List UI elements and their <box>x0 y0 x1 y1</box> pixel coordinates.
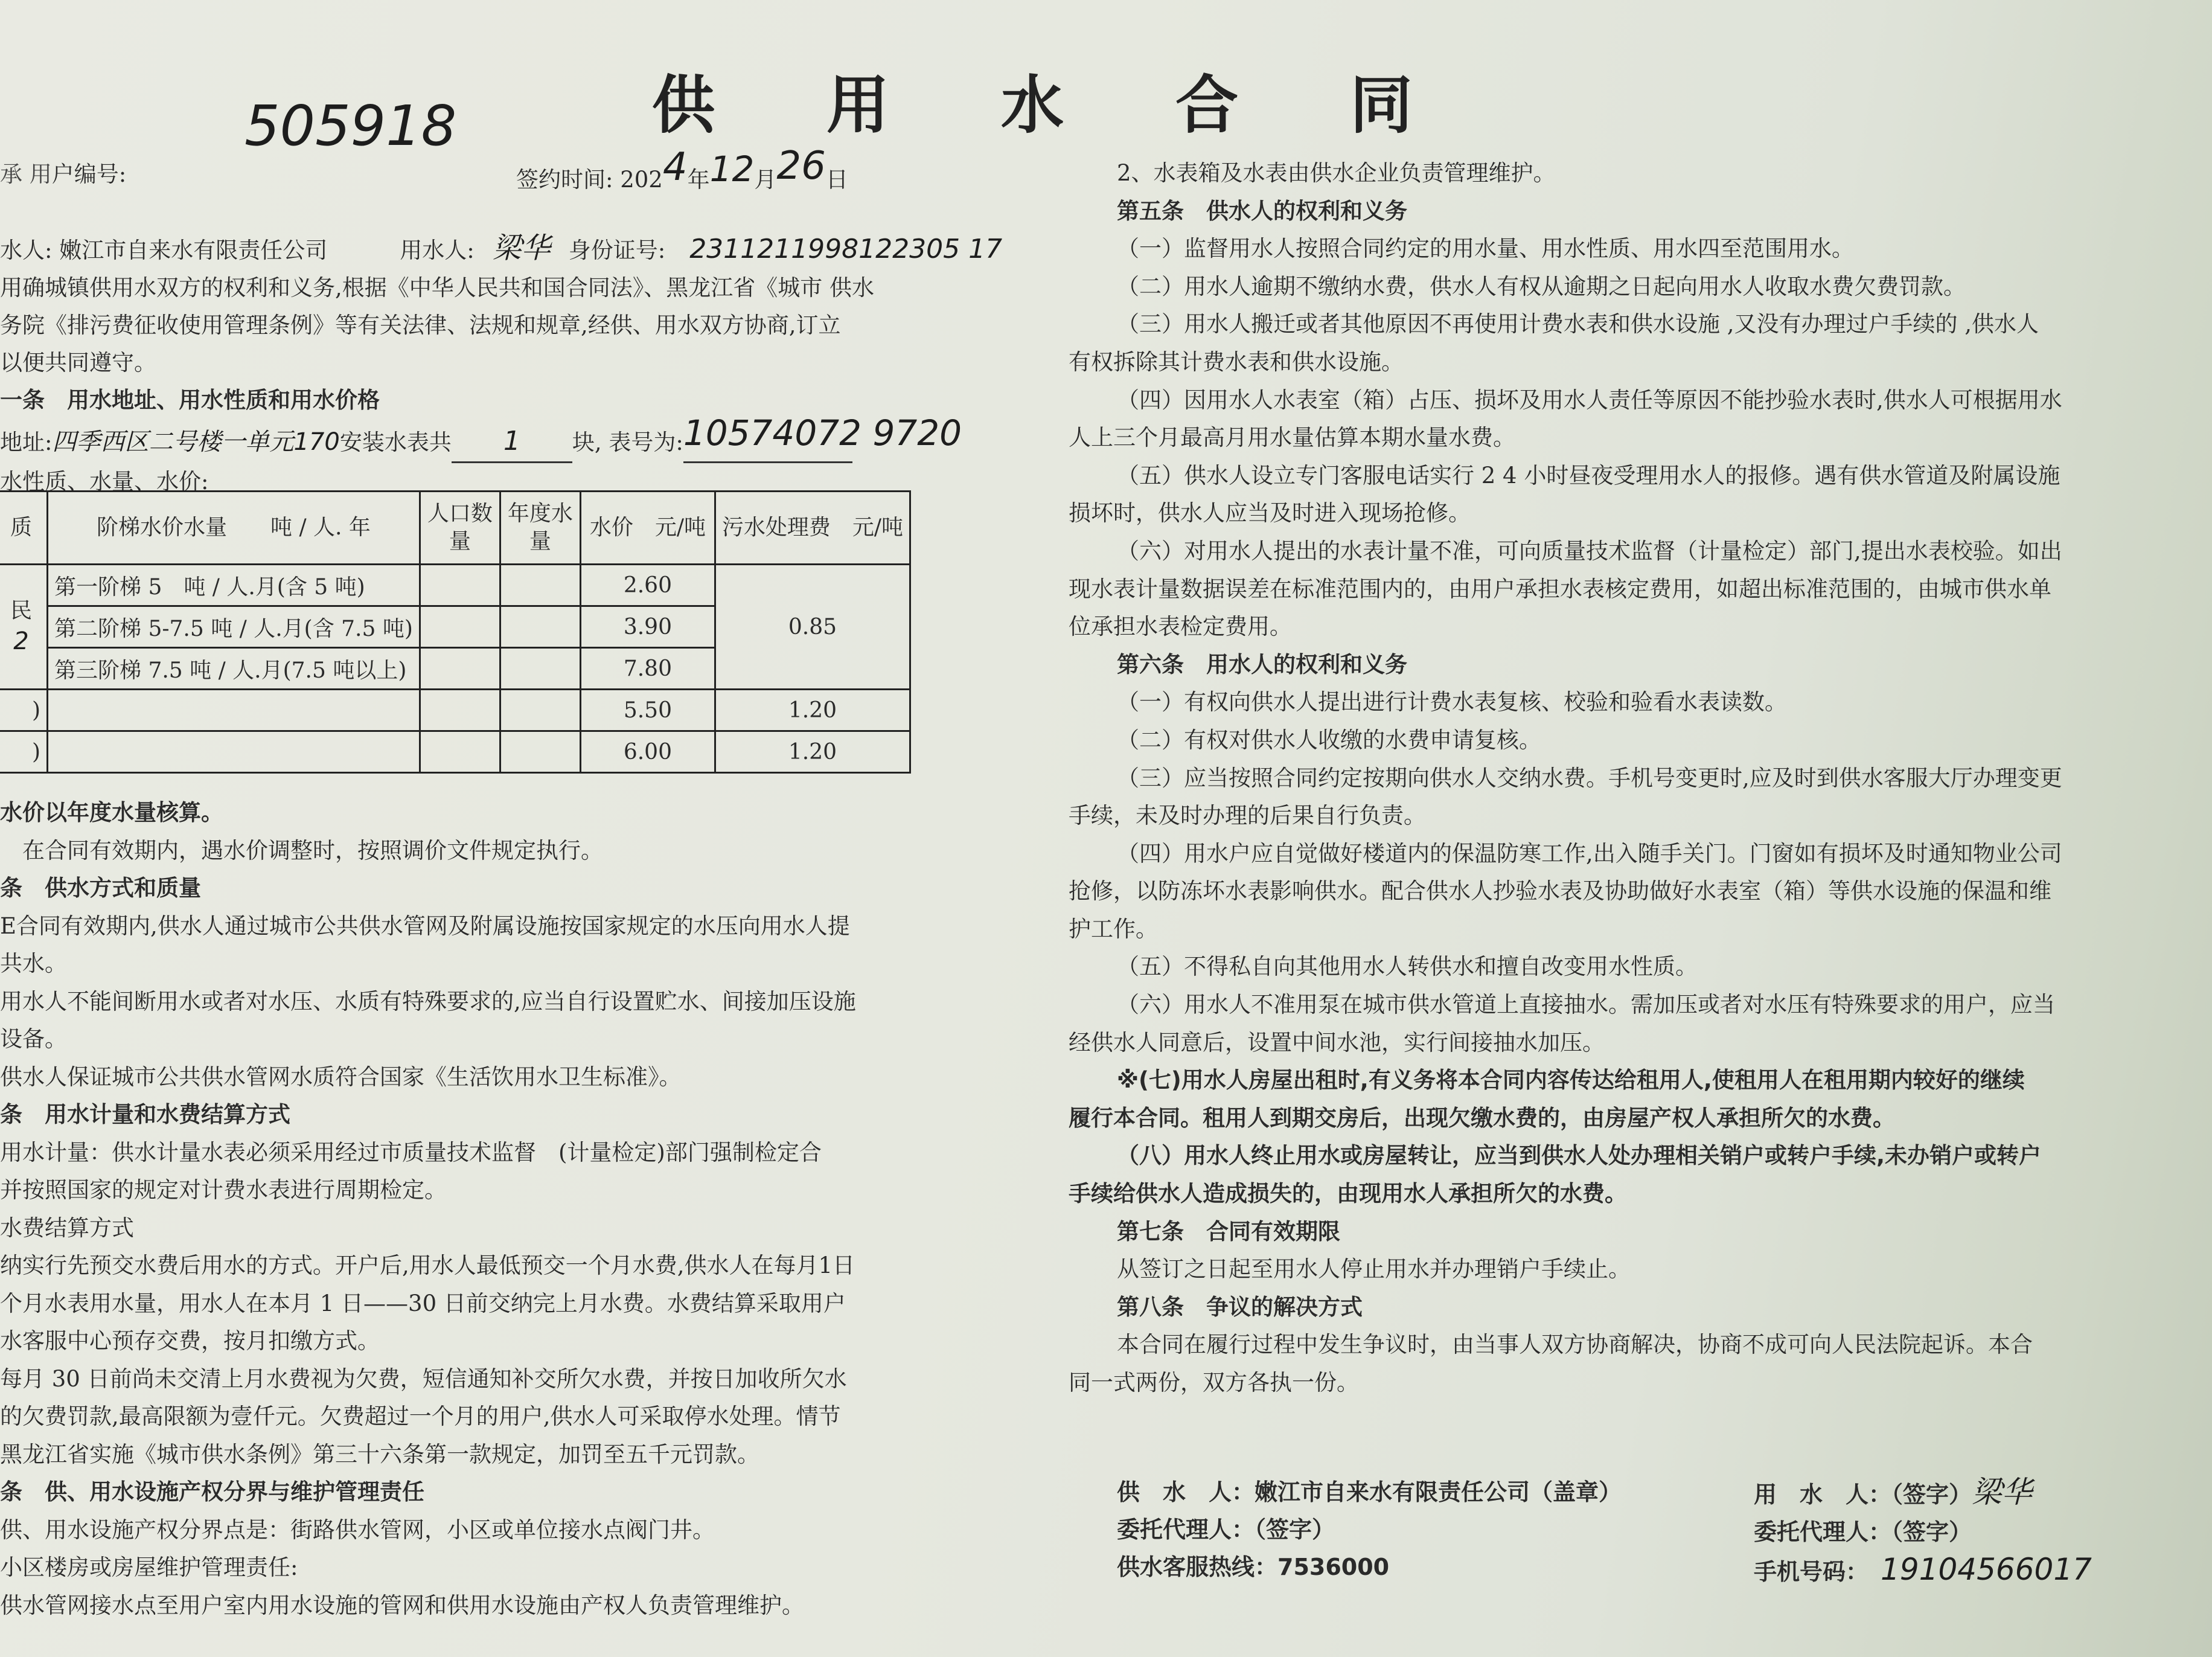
sign-date: 签约时间: 2024年12月26日 <box>516 144 848 193</box>
body-line: （五）供水人设立专门客服电话实行 2 4 小时昼夜受理用水人的报修。遇有供水管道及附属设施 <box>1117 462 2060 489</box>
section-heading: 第八条 争议的解决方式 <box>1117 1293 1363 1320</box>
left-column <box>0 229 1003 501</box>
user-agent-line: 委托代理人：（签字） <box>1754 1519 1972 1545</box>
body-line: 纳实行先预交水费后用水的方式。开户后,用水人最低预交一个月水费,供水人在每月1日 <box>0 1252 855 1278</box>
body-line: 供、用水设施产权分界点是：街路供水管网，小区或单位接水点阀门井。 <box>0 1516 715 1543</box>
section-heading: 条 用水计量和水费结算方式 <box>0 1101 290 1127</box>
header-cell: 阶梯水价水量 吨 / 人. 年 <box>48 492 420 565</box>
body-line: 2、水表箱及水表由供水企业负责管理维护。 <box>1117 160 1556 186</box>
section-heading: 水价以年度水量核算。 <box>0 800 223 825</box>
category-cell: ) <box>0 731 48 773</box>
body-line: （二）用水人逾期不缴纳水费，供水人有权从逾期之日起向用水人收取水费欠费罚款。 <box>1117 273 1966 300</box>
body-line: E合同有效期内,供水人通过城市公共供水管网及附属设施按国家规定的水压向用水人提 <box>0 912 850 939</box>
body-line: 的欠费罚款,最高限额为壹仟元。欠费超过一个月的用户,供水人可采取停水处理。情节 <box>0 1403 841 1429</box>
body-line: 用水人不能间断用水或者对水压、水质有特殊要求的,应当自行设置贮水、间接加压设施 <box>0 988 856 1014</box>
body-line: 有权拆除其计费水表和供水设施。 <box>1069 348 1404 375</box>
meter-number-hand: 10574072 9720 <box>683 412 962 454</box>
tier-cell <box>48 731 420 773</box>
body-line: 本合同在履行过程中发生争议时，由当事人双方协商解决，协商不成可向人民法院起诉。本合 <box>1117 1332 2033 1358</box>
section-heading: （八）用水人终止用水或房屋转让，应当到供水人处办理相关销户或转户手续,未办销户或转户 <box>1117 1143 2042 1169</box>
table-row <box>0 690 910 731</box>
supplier-line: 供 水 人：嫩江市自来水有限责任公司（盖章） <box>1117 1479 1622 1505</box>
user-signature-hand: 梁华 <box>1972 1475 2033 1510</box>
intro-line: 务院《排污费征收使用管理条例》等有关法律、法规和规章,经供、用水双方协商,订立 <box>0 312 841 338</box>
body-line: 人上三个月最高月用水量估算本期水量水费。 <box>1069 425 1515 451</box>
right-column-body <box>1069 155 2210 1402</box>
header-cell: 质 <box>0 492 48 565</box>
supplier-agent-line: 委托代理人：（签字） <box>1117 1516 1335 1543</box>
tier-cell: 第一阶梯 5 吨 / 人.月(含 5 吨) <box>48 565 420 606</box>
handwritten-contract-number: 505918 <box>245 94 457 158</box>
body-line: 位承担水表检定费用。 <box>1069 614 1292 640</box>
meter-count-hand: 1 <box>503 426 520 457</box>
title-char: 同 <box>1349 68 1413 142</box>
body-line: （三）应当按照合同约定按期向供水人交纳水费。手机号变更时,应及时到供水客服大厅办理变更 <box>1117 764 2062 791</box>
sewage-cell: 1.20 <box>715 731 910 773</box>
price-cell: 6.00 <box>580 731 715 773</box>
body-line: 共水。 <box>0 950 67 976</box>
title-char: 供 <box>652 68 715 142</box>
body-line: 护工作。 <box>1069 915 1158 942</box>
header-cell: 水价 元/吨 <box>580 492 715 565</box>
header-cell: 人口数量 <box>420 492 500 565</box>
body-line: 同一式两份，双方各执一份。 <box>1069 1370 1359 1396</box>
sewage-cell: 1.20 <box>715 690 910 731</box>
sign-year-hand: 4 <box>662 145 688 190</box>
price-cell: 5.50 <box>580 690 715 731</box>
tier-cell: 第二阶梯 5-7.5 吨 / 人.月(含 7.5 吨) <box>48 606 420 648</box>
user-name-hand: 梁华 <box>492 231 551 265</box>
sign-day-hand: 26 <box>776 144 826 188</box>
body-line: 并按照国家的规定对计费水表进行周期检定。 <box>0 1177 447 1203</box>
phone-number-hand: 19104566017 <box>1881 1552 2092 1587</box>
body-line: 水客服中心预存交费，按月扣缴方式。 <box>0 1328 380 1354</box>
table-row <box>0 731 910 773</box>
parties-line: 水人: 嫩江市自来水有限责任公司 用水人: 梁华 身份证号: 2311211998122305 17 <box>0 231 1003 265</box>
title-char: 水 <box>1000 68 1064 142</box>
user-number-label: 承 用户编号: <box>0 161 127 187</box>
body-line: （五）不得私自向其他用水人转供水和擅自改变用水性质。 <box>1117 953 1698 980</box>
tier-cell <box>48 690 420 731</box>
section-heading: 第六条 用水人的权利和义务 <box>1117 651 1407 678</box>
document-title <box>652 54 1413 145</box>
tier-cell: 第三阶梯 7.5 吨 / 人.月(7.5 吨以上) <box>48 648 420 690</box>
body-line: （四）因用水人水表室（箱）占压、损坏及用水人责任等原因不能抄验水表时,供水人可根据用水 <box>1117 386 2062 413</box>
title-char: 合 <box>1175 68 1238 142</box>
category-cell: 民 2 <box>0 565 48 690</box>
body-line: （三）用水人搬迁或者其他原因不再使用计费水表和供水设施 ,又没有办理过户手续的 ,供水人 <box>1117 311 2039 338</box>
body-line: 设备。 <box>0 1026 67 1052</box>
body-line: 抢修，以防冻坏水表影响供水。配合供水人抄验水表及协助做好水表室（箱）等供水设施的保温和维 <box>1069 878 2051 905</box>
section-heading: 第五条 供水人的权利和义务 <box>1117 197 1407 224</box>
section-heading: 第七条 合同有效期限 <box>1117 1218 1340 1245</box>
body-line: （一）有权向供水人提出进行计费水表复核、校验和验看水表读数。 <box>1117 689 1787 716</box>
body-line: （四）用水户应自觉做好楼道内的保温防寒工作,出入随手关门。门窗如有损坏及时通知物业公司 <box>1117 840 2062 867</box>
body-line: （六）对用水人提出的水表计量不准，可向质量技术监督（计量检定）部门,提出水表校验。如出 <box>1117 537 2062 564</box>
price-table <box>0 490 911 774</box>
body-line: 从签订之日起至用水人停止用水并办理销户手续止。 <box>1117 1256 1631 1283</box>
body-line: 个月水表用水量，用水人在本月 1 日——30 日前交纳完上月水费。水费结算采取用户 <box>0 1290 846 1316</box>
body-line: 供水管网接水点至用户室内用水设施的管网和供用水设施由产权人负责管理维护。 <box>0 1592 804 1618</box>
body-line: 现水表计量数据误差在标准范围内的，由用户承担水表核定费用，如超出标准范围的，由城市供水单 <box>1069 575 2051 602</box>
left-column-body <box>0 794 960 1624</box>
body-line: 黑龙江省实施《城市供水条例》第三十六条第一款规定，加罚至五千元罚款。 <box>0 1441 759 1467</box>
body-line: （六）用水人不准用泵在城市供水管道上直接抽水。需加压或者对水压有特殊要求的用户，应当 <box>1117 992 2055 1018</box>
body-line: 用水计量：供水计量水表必须采用经过市质量技术监督 (计量检定)部门强制检定合 <box>0 1139 822 1165</box>
section-heading: ※(七)用水人房屋出租时,有义务将本合同内容传达给租用人,使租用人在租用期内较好的继续 <box>1117 1067 2025 1094</box>
body-line: 每月 30 日前尚未交清上月水费视为欠费，短信通知补交所欠水费，并按日加收所欠水 <box>0 1365 847 1392</box>
header-cell: 污水处理费 元/吨 <box>715 492 910 565</box>
sewage-cell: 0.85 <box>715 565 910 690</box>
body-line: （二）有权对供水人收缴的水费申请复核。 <box>1117 726 1541 753</box>
phone-line: 手机号码： 19104566017 <box>1754 1552 2092 1587</box>
section-heading: 条 供、用水设施产权分界与维护管理责任 <box>0 1479 424 1505</box>
id-number-hand: 2311211998122305 17 <box>689 234 1003 264</box>
article-1-heading: 一条 用水地址、用水性质和用水价格 <box>0 387 380 413</box>
body-line: 损坏时，供水人应当及时进入现场抢修。 <box>1069 500 1471 527</box>
address-hand: 四季西区二号楼一单元170 <box>52 428 340 456</box>
body-line: 手续，未及时办理的后果自行负责。 <box>1069 803 1426 829</box>
section-heading: 条 供水方式和质量 <box>0 875 201 901</box>
table-row <box>0 565 910 606</box>
footer-supplier <box>1117 1473 1622 1586</box>
address-line: 地址:四季西区二号楼一单元170安装水表共 1 块, 表号为:10574072 9720 <box>0 419 960 463</box>
body-line: 经供水人同意后，设置中间水池，实行间接抽水加压。 <box>1069 1029 1605 1056</box>
body-line: 水费结算方式 <box>0 1214 134 1241</box>
water-nature-line: 水性质、水量、水价: <box>0 469 209 495</box>
intro-line: 用确城镇供用水双方的权利和义务,根据《中华人民共和国合同法》、黑龙江省《城市 供水 <box>0 275 875 301</box>
body-line: 在合同有效期内，遇水价调整时，按照调价文件规定执行。 <box>0 837 603 864</box>
table-header-row <box>0 492 910 565</box>
section-heading: 手续给供水人造成损失的，由现用水人承担所欠的水费。 <box>1069 1181 1627 1207</box>
price-cell: 7.80 <box>580 648 715 690</box>
sign-month-hand: 12 <box>709 149 755 190</box>
body-line: （一）监督用水人按照合同约定的用水量、用水性质、用水四至范围用水。 <box>1117 236 1854 262</box>
body-line: 供水人保证城市公共供水管网水质符合国家《生活饮用水卫生标准》。 <box>0 1063 682 1090</box>
title-char: 用 <box>826 68 889 142</box>
body-line: 小区楼房或房屋维护管理责任: <box>0 1554 298 1580</box>
user-sign-line: 用 水 人：（签字）梁华 <box>1754 1475 2033 1510</box>
price-cell: 2.60 <box>580 565 715 606</box>
header-cell: 年度水量 <box>500 492 580 565</box>
intro-line: 以便共同遵守。 <box>0 350 156 376</box>
footer-user <box>1754 1473 2092 1591</box>
section-heading: 履行本合同。租用人到期交房后，出现欠缴水费的，由房屋产权人承担所欠的水费。 <box>1069 1104 1895 1131</box>
category-cell: ) <box>0 690 48 731</box>
hotline-line: 供水客服热线：7536000 <box>1117 1554 1390 1580</box>
price-cell: 3.90 <box>580 606 715 648</box>
